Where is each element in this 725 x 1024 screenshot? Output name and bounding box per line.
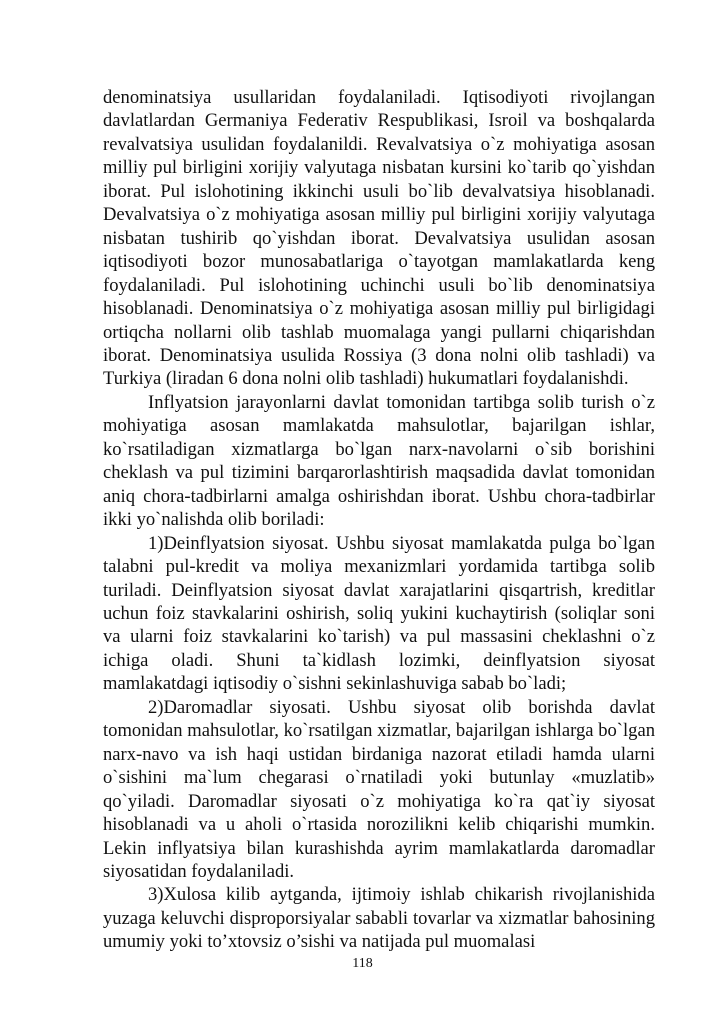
paragraph-conclusion: 3)Xulosa kilib aytganda, ijtimoiy ishlab chikarish rivojlanishida yuzaga keluvchi disproporsiyalar sababli tovarlar va xizmatlar bahosining umumiy yoki to’xtovsiz o’sishi va natijada pul muomalasi (103, 884, 655, 953)
paragraph-inflation-regulation: Inflyatsion jarayonlarni davlat tomonidan tartibga solib turish o`z mohiyatiga asosan mamlakatda mahsulotlar, bajarilgan ishlar, ko`rsatiladigan xizmatlarga bo`lgan narx-navolarni o`sib borishini cheklash va pul tizimini barqarorlashtirish maqsadida davlat tomonidan aniq chora-tadbirlarni amalga oshirishdan iborat. Ushbu chora-tadbirlar ikki yo`nalishda olib boriladi: (103, 391, 655, 531)
page-number: 118 (352, 956, 373, 971)
paragraph-deinflation-policy: 1)Deinflyatsion siyosat. Ushbu siyosat mamlakatda pulga bo`lgan talabni pul-kredit va moliya mexanizmlari yordamida tartibga solib turiladi. Deinflyatsion siyosat davlat xarajatlarini qisqartrish, kreditlar uchun foiz stavkalarini oshirish, soliq yukini kuchaytirish (soliqlar soni va ularni foiz stavkalarini ko`tarish) va pul massasini cheklashni o`z ichiga oladi. Shuni ta`kidlash lozimki, deinflyatsion siyosat mamlakatdagi iqtisodiy o`sishni sekinlashuviga sabab bo`ladi; (103, 532, 655, 695)
document-page (103, 86, 655, 954)
paragraph-currency-reform: denominatsiya usullaridan foydalaniladi. Iqtisodiyoti rivojlangan davlatlardan Germaniya Federativ Respublikasi, Isroil va boshqalarda revalvatsiya usulidan foydalanildi. Revalvatsiya o`z mohiyatiga asosan milliy pul birligini xorijiy valyutaga nisbatan kursini ko`tarib qo`yishdan iborat. Pul islohotining ikkinchi usuli bo`lib devalvatsiya hisoblanadi. Devalvatsiya o`z mohiyatiga asosan milliy pul birligini xorijiy valyutaga nisbatan tushirib qo`yishdan iborat. Devalvatsiya usulidan asosan iqtisodiyoti bozor munosabatlariga o`tayotgan mamlakatlarda keng foydalaniladi. Pul islohotining uchinchi usuli bo`lib denominatsiya hisoblanadi. Denominatsiya o`z mohiyatiga asosan milliy pul birligidagi ortiqcha nollarni olib tashlab muomalaga yangi pullarni chiqarishdan iborat. Denominatsiya usulida Rossiya (3 dona nolni olib tashladi) va Turkiya (liradan 6 dona nolni olib tashladi) hukumatlari foydalanishdi. (103, 87, 655, 390)
paragraph-income-policy: 2)Daromadlar siyosati. Ushbu siyosat olib borishda davlat tomonidan mahsulotlar, ko`rsatilgan xizmatlar, bajarilgan ishlarga bo`lgan narx-navo va ish haqi ustidan birdaniga nazorat etiladi hamda ularni o`sishini ma`lum chegarasi o`rnatiladi yoki butunlay «muzlatib» qo`yiladi. Daromadlar siyosati o`z mohiyatiga ko`ra qat`iy siyosat hisoblanadi va u aholi o`rtasida norozilikni kelib chiqarishi mumkin. Lekin inflyatsiya bilan kurashishda ayrim mamlakatlarda daromadlar siyosatidan foydalaniladi. (103, 696, 655, 882)
